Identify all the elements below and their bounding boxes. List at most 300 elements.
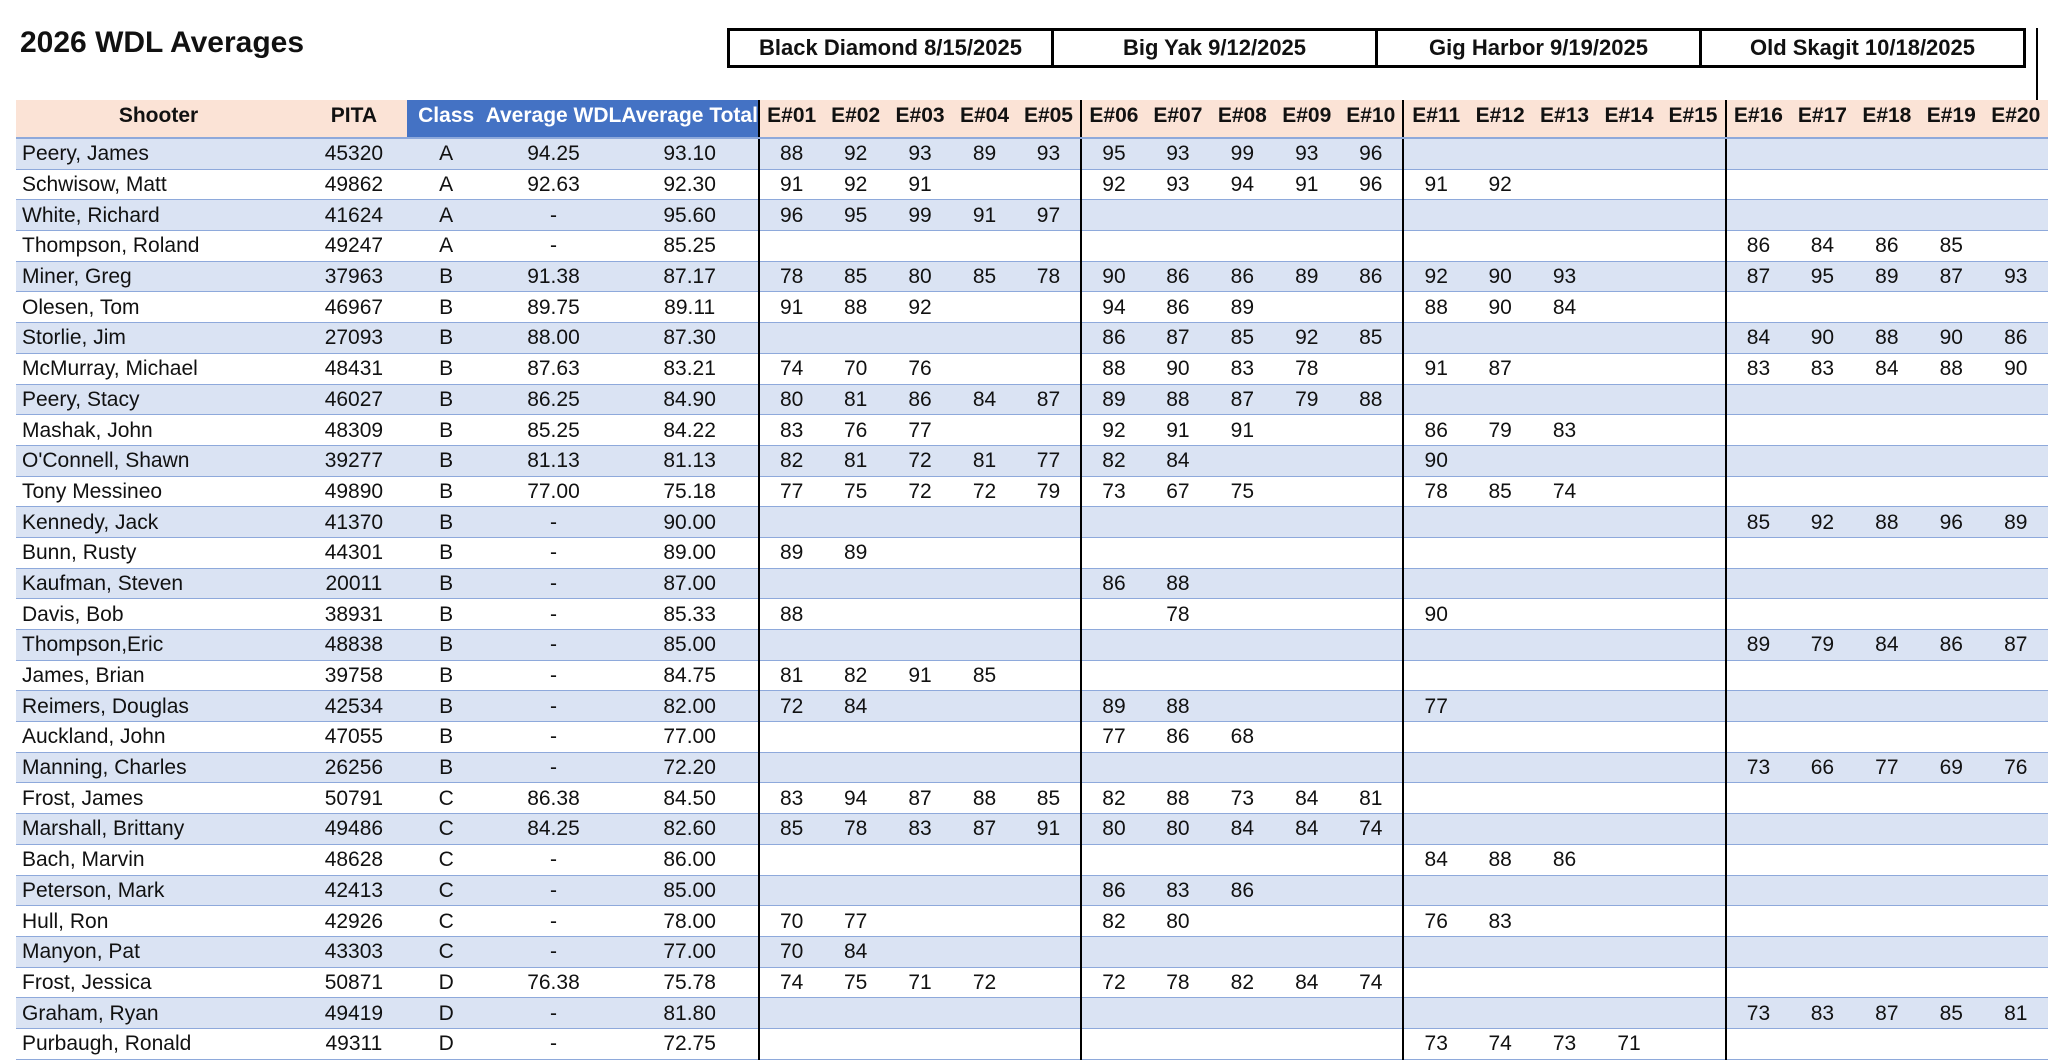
cell-score[interactable]: 70 xyxy=(759,906,823,937)
cell-score[interactable]: 94 xyxy=(1210,169,1274,200)
cell-score[interactable] xyxy=(888,906,952,937)
col-header-average-wdl[interactable]: Average WDL xyxy=(486,100,622,138)
cell-score[interactable]: 77 xyxy=(759,476,823,507)
cell-score[interactable] xyxy=(1790,906,1854,937)
cell-score[interactable] xyxy=(1726,691,1790,722)
cell-score[interactable] xyxy=(759,630,823,661)
cell-score[interactable] xyxy=(1081,599,1145,630)
cell-score[interactable] xyxy=(823,722,887,753)
col-header-event[interactable]: E#14 xyxy=(1597,100,1661,138)
cell-class[interactable]: C xyxy=(407,844,486,875)
cell-score[interactable] xyxy=(1661,936,1725,967)
cell-score[interactable]: 85 xyxy=(1468,476,1532,507)
cell-score[interactable] xyxy=(1855,967,1919,998)
col-header-event[interactable]: E#06 xyxy=(1081,100,1145,138)
cell-score[interactable] xyxy=(1403,814,1467,845)
cell-score[interactable] xyxy=(1919,200,1983,231)
cell-score[interactable] xyxy=(1017,323,1081,354)
cell-score[interactable] xyxy=(1919,722,1983,753)
cell-score[interactable] xyxy=(1532,537,1596,568)
cell-score[interactable]: 80 xyxy=(888,261,952,292)
cell-score[interactable] xyxy=(1919,936,1983,967)
cell-score[interactable] xyxy=(1597,323,1661,354)
cell-score[interactable] xyxy=(1403,967,1467,998)
cell-score[interactable]: 96 xyxy=(1919,507,1983,538)
cell-score[interactable] xyxy=(1790,384,1854,415)
cell-score[interactable] xyxy=(1855,445,1919,476)
cell-class[interactable]: A xyxy=(407,169,486,200)
cell-score[interactable] xyxy=(759,231,823,262)
cell-score[interactable]: 89 xyxy=(823,537,887,568)
cell-class[interactable]: B xyxy=(407,261,486,292)
cell-score[interactable]: 84 xyxy=(823,691,887,722)
cell-score[interactable] xyxy=(1339,630,1403,661)
cell-score[interactable] xyxy=(1468,722,1532,753)
cell-score[interactable] xyxy=(1984,476,2048,507)
cell-score[interactable] xyxy=(1790,691,1854,722)
cell-score[interactable] xyxy=(1597,660,1661,691)
cell-score[interactable]: 85 xyxy=(1017,783,1081,814)
cell-score[interactable]: 88 xyxy=(1146,783,1210,814)
cell-score[interactable] xyxy=(1532,998,1596,1029)
cell-score[interactable] xyxy=(1275,231,1339,262)
cell-score[interactable] xyxy=(1919,415,1983,446)
cell-score[interactable]: 86 xyxy=(1081,323,1145,354)
cell-score[interactable] xyxy=(1661,660,1725,691)
col-header-shooter[interactable]: Shooter xyxy=(16,100,301,138)
cell-score[interactable]: 71 xyxy=(888,967,952,998)
cell-score[interactable] xyxy=(888,752,952,783)
cell-class[interactable]: B xyxy=(407,476,486,507)
cell-score[interactable] xyxy=(1403,783,1467,814)
cell-average-total[interactable]: 72.75 xyxy=(621,1028,759,1059)
cell-score[interactable] xyxy=(1339,752,1403,783)
cell-score[interactable] xyxy=(1790,200,1854,231)
cell-average-wdl[interactable]: 87.63 xyxy=(486,353,622,384)
cell-score[interactable]: 81 xyxy=(823,384,887,415)
cell-pita[interactable]: 39277 xyxy=(301,445,407,476)
cell-pita[interactable]: 37963 xyxy=(301,261,407,292)
cell-score[interactable] xyxy=(1597,169,1661,200)
cell-average-wdl[interactable]: - xyxy=(486,630,622,661)
cell-score[interactable] xyxy=(1532,722,1596,753)
cell-score[interactable] xyxy=(1984,660,2048,691)
cell-class[interactable]: B xyxy=(407,415,486,446)
cell-score[interactable] xyxy=(1532,353,1596,384)
cell-score[interactable]: 91 xyxy=(1275,169,1339,200)
cell-score[interactable] xyxy=(1855,783,1919,814)
cell-shooter[interactable]: Purbaugh, Ronald xyxy=(16,1028,301,1059)
cell-score[interactable] xyxy=(1855,169,1919,200)
cell-average-wdl[interactable]: 76.38 xyxy=(486,967,622,998)
cell-class[interactable]: B xyxy=(407,323,486,354)
cell-score[interactable]: 84 xyxy=(952,384,1016,415)
cell-score[interactable]: 89 xyxy=(1081,691,1145,722)
cell-score[interactable]: 80 xyxy=(759,384,823,415)
cell-score[interactable]: 84 xyxy=(1275,814,1339,845)
cell-score[interactable] xyxy=(759,875,823,906)
cell-score[interactable] xyxy=(1275,936,1339,967)
cell-score[interactable] xyxy=(1790,783,1854,814)
cell-score[interactable] xyxy=(1017,752,1081,783)
cell-score[interactable]: 86 xyxy=(1339,261,1403,292)
cell-score[interactable] xyxy=(1597,814,1661,845)
cell-score[interactable]: 84 xyxy=(1790,231,1854,262)
cell-score[interactable] xyxy=(1532,200,1596,231)
cell-score[interactable] xyxy=(1661,292,1725,323)
cell-score[interactable] xyxy=(952,691,1016,722)
cell-class[interactable]: D xyxy=(407,967,486,998)
cell-score[interactable]: 96 xyxy=(1339,138,1403,169)
cell-score[interactable] xyxy=(952,844,1016,875)
cell-score[interactable] xyxy=(888,844,952,875)
cell-average-wdl[interactable]: - xyxy=(486,1028,622,1059)
cell-score[interactable] xyxy=(1532,384,1596,415)
cell-score[interactable] xyxy=(1017,353,1081,384)
cell-score[interactable] xyxy=(1081,507,1145,538)
cell-shooter[interactable]: Hull, Ron xyxy=(16,906,301,937)
cell-score[interactable] xyxy=(1468,998,1532,1029)
cell-score[interactable] xyxy=(1597,630,1661,661)
cell-score[interactable] xyxy=(1597,568,1661,599)
cell-score[interactable] xyxy=(1855,415,1919,446)
cell-score[interactable] xyxy=(1275,415,1339,446)
cell-score[interactable] xyxy=(1661,844,1725,875)
cell-score[interactable] xyxy=(1726,875,1790,906)
cell-shooter[interactable]: Schwisow, Matt xyxy=(16,169,301,200)
cell-score[interactable]: 95 xyxy=(1790,261,1854,292)
cell-shooter[interactable]: Thompson, Roland xyxy=(16,231,301,262)
cell-score[interactable] xyxy=(1790,476,1854,507)
cell-score[interactable]: 88 xyxy=(759,599,823,630)
col-header-event[interactable]: E#15 xyxy=(1661,100,1725,138)
cell-score[interactable]: 92 xyxy=(1468,169,1532,200)
cell-score[interactable] xyxy=(1661,998,1725,1029)
cell-score[interactable]: 88 xyxy=(1855,507,1919,538)
cell-score[interactable] xyxy=(952,599,1016,630)
cell-score[interactable] xyxy=(1403,752,1467,783)
cell-score[interactable]: 92 xyxy=(1081,169,1145,200)
cell-pita[interactable]: 44301 xyxy=(301,537,407,568)
cell-score[interactable]: 81 xyxy=(952,445,1016,476)
cell-score[interactable] xyxy=(952,936,1016,967)
cell-class[interactable]: A xyxy=(407,231,486,262)
cell-score[interactable] xyxy=(1790,814,1854,845)
cell-score[interactable]: 87 xyxy=(1919,261,1983,292)
cell-average-total[interactable]: 86.00 xyxy=(621,844,759,875)
cell-score[interactable] xyxy=(1661,384,1725,415)
cell-score[interactable] xyxy=(1661,599,1725,630)
cell-score[interactable]: 80 xyxy=(1081,814,1145,845)
cell-score[interactable] xyxy=(1210,200,1274,231)
cell-shooter[interactable]: Marshall, Brittany xyxy=(16,814,301,845)
cell-score[interactable]: 82 xyxy=(759,445,823,476)
cell-score[interactable]: 79 xyxy=(1275,384,1339,415)
cell-class[interactable]: C xyxy=(407,906,486,937)
cell-score[interactable]: 89 xyxy=(1081,384,1145,415)
cell-score[interactable] xyxy=(1017,292,1081,323)
col-header-event[interactable]: E#07 xyxy=(1146,100,1210,138)
cell-score[interactable]: 78 xyxy=(823,814,887,845)
cell-score[interactable] xyxy=(1210,998,1274,1029)
cell-score[interactable] xyxy=(1532,138,1596,169)
cell-class[interactable]: C xyxy=(407,936,486,967)
cell-score[interactable] xyxy=(1146,231,1210,262)
cell-average-total[interactable]: 84.75 xyxy=(621,660,759,691)
cell-score[interactable] xyxy=(1855,691,1919,722)
cell-score[interactable] xyxy=(1403,323,1467,354)
cell-score[interactable]: 88 xyxy=(952,783,1016,814)
cell-score[interactable] xyxy=(1790,967,1854,998)
cell-score[interactable] xyxy=(952,630,1016,661)
cell-score[interactable] xyxy=(1984,292,2048,323)
cell-average-wdl[interactable]: - xyxy=(486,231,622,262)
cell-score[interactable] xyxy=(888,507,952,538)
cell-score[interactable] xyxy=(1855,722,1919,753)
cell-score[interactable] xyxy=(1210,568,1274,599)
cell-score[interactable] xyxy=(1468,936,1532,967)
cell-score[interactable] xyxy=(1275,200,1339,231)
cell-score[interactable] xyxy=(1081,998,1145,1029)
cell-score[interactable] xyxy=(1403,630,1467,661)
col-header-event[interactable]: E#12 xyxy=(1468,100,1532,138)
cell-score[interactable] xyxy=(1790,169,1854,200)
cell-score[interactable]: 97 xyxy=(1017,200,1081,231)
cell-score[interactable] xyxy=(1597,844,1661,875)
cell-score[interactable]: 77 xyxy=(1081,722,1145,753)
cell-score[interactable] xyxy=(1984,415,2048,446)
cell-average-wdl[interactable]: - xyxy=(486,568,622,599)
cell-score[interactable] xyxy=(1597,261,1661,292)
cell-average-wdl[interactable]: 91.38 xyxy=(486,261,622,292)
cell-score[interactable]: 84 xyxy=(823,936,887,967)
cell-score[interactable] xyxy=(1210,906,1274,937)
cell-score[interactable]: 71 xyxy=(1597,1028,1661,1059)
cell-score[interactable]: 75 xyxy=(823,476,887,507)
cell-score[interactable]: 74 xyxy=(1468,1028,1532,1059)
cell-score[interactable] xyxy=(1532,814,1596,845)
cell-score[interactable] xyxy=(1984,722,2048,753)
cell-score[interactable]: 72 xyxy=(1081,967,1145,998)
cell-pita[interactable]: 49419 xyxy=(301,998,407,1029)
cell-average-total[interactable]: 82.00 xyxy=(621,691,759,722)
cell-score[interactable] xyxy=(823,323,887,354)
cell-score[interactable] xyxy=(1919,844,1983,875)
col-header-event[interactable]: E#10 xyxy=(1339,100,1403,138)
cell-average-wdl[interactable]: 94.25 xyxy=(486,138,622,169)
col-header-event[interactable]: E#13 xyxy=(1532,100,1596,138)
cell-average-total[interactable]: 87.17 xyxy=(621,261,759,292)
cell-class[interactable]: B xyxy=(407,691,486,722)
cell-score[interactable] xyxy=(1919,537,1983,568)
cell-score[interactable] xyxy=(1661,261,1725,292)
cell-score[interactable] xyxy=(1597,537,1661,568)
cell-score[interactable] xyxy=(952,722,1016,753)
cell-score[interactable] xyxy=(1855,384,1919,415)
cell-shooter[interactable]: Peery, Stacy xyxy=(16,384,301,415)
cell-score[interactable] xyxy=(1081,630,1145,661)
cell-average-total[interactable]: 83.21 xyxy=(621,353,759,384)
cell-shooter[interactable]: McMurray, Michael xyxy=(16,353,301,384)
cell-score[interactable] xyxy=(1017,691,1081,722)
cell-score[interactable]: 83 xyxy=(1210,353,1274,384)
cell-score[interactable]: 92 xyxy=(823,169,887,200)
cell-score[interactable] xyxy=(1339,231,1403,262)
cell-score[interactable] xyxy=(1081,752,1145,783)
cell-score[interactable] xyxy=(1597,476,1661,507)
cell-class[interactable]: B xyxy=(407,445,486,476)
cell-score[interactable] xyxy=(1984,783,2048,814)
cell-score[interactable] xyxy=(1597,445,1661,476)
cell-score[interactable] xyxy=(823,231,887,262)
cell-score[interactable] xyxy=(1726,200,1790,231)
col-header-event[interactable]: E#17 xyxy=(1790,100,1854,138)
cell-score[interactable] xyxy=(1339,292,1403,323)
cell-score[interactable]: 90 xyxy=(1919,323,1983,354)
cell-score[interactable] xyxy=(823,752,887,783)
cell-score[interactable]: 78 xyxy=(1146,599,1210,630)
cell-score[interactable] xyxy=(759,507,823,538)
cell-average-wdl[interactable]: - xyxy=(486,752,622,783)
cell-average-wdl[interactable]: 77.00 xyxy=(486,476,622,507)
cell-score[interactable]: 83 xyxy=(1790,998,1854,1029)
cell-score[interactable] xyxy=(1726,814,1790,845)
cell-score[interactable]: 76 xyxy=(888,353,952,384)
cell-score[interactable] xyxy=(1790,599,1854,630)
cell-score[interactable] xyxy=(1726,722,1790,753)
cell-score[interactable] xyxy=(1210,660,1274,691)
cell-score[interactable]: 88 xyxy=(1919,353,1983,384)
cell-class[interactable]: B xyxy=(407,353,486,384)
cell-score[interactable]: 91 xyxy=(759,292,823,323)
cell-average-wdl[interactable]: 84.25 xyxy=(486,814,622,845)
cell-class[interactable]: D xyxy=(407,998,486,1029)
cell-score[interactable]: 86 xyxy=(888,384,952,415)
cell-score[interactable] xyxy=(1984,200,2048,231)
col-header-event[interactable]: E#03 xyxy=(888,100,952,138)
cell-score[interactable] xyxy=(1210,599,1274,630)
cell-pita[interactable]: 41624 xyxy=(301,200,407,231)
cell-average-total[interactable]: 84.22 xyxy=(621,415,759,446)
cell-score[interactable]: 84 xyxy=(1403,844,1467,875)
cell-score[interactable]: 76 xyxy=(823,415,887,446)
cell-score[interactable] xyxy=(1275,906,1339,937)
cell-score[interactable] xyxy=(1726,936,1790,967)
cell-score[interactable] xyxy=(1468,200,1532,231)
cell-score[interactable] xyxy=(1984,568,2048,599)
cell-average-wdl[interactable]: - xyxy=(486,722,622,753)
cell-score[interactable] xyxy=(952,353,1016,384)
cell-score[interactable] xyxy=(1017,415,1081,446)
cell-score[interactable] xyxy=(1146,630,1210,661)
cell-pita[interactable]: 43303 xyxy=(301,936,407,967)
cell-score[interactable]: 72 xyxy=(759,691,823,722)
cell-average-wdl[interactable]: - xyxy=(486,906,622,937)
cell-score[interactable]: 93 xyxy=(1146,138,1210,169)
cell-score[interactable]: 89 xyxy=(1210,292,1274,323)
cell-score[interactable]: 92 xyxy=(1403,261,1467,292)
cell-score[interactable]: 90 xyxy=(1403,599,1467,630)
cell-score[interactable] xyxy=(1597,691,1661,722)
cell-score[interactable] xyxy=(1146,844,1210,875)
cell-pita[interactable]: 42926 xyxy=(301,906,407,937)
cell-score[interactable] xyxy=(1532,630,1596,661)
cell-score[interactable] xyxy=(1017,599,1081,630)
cell-score[interactable] xyxy=(1275,599,1339,630)
cell-score[interactable] xyxy=(1339,568,1403,599)
cell-score[interactable] xyxy=(1146,936,1210,967)
cell-score[interactable] xyxy=(1468,231,1532,262)
cell-class[interactable]: B xyxy=(407,537,486,568)
cell-score[interactable] xyxy=(1017,906,1081,937)
cell-score[interactable] xyxy=(1597,783,1661,814)
cell-score[interactable] xyxy=(1532,752,1596,783)
cell-class[interactable]: B xyxy=(407,722,486,753)
cell-score[interactable] xyxy=(1790,292,1854,323)
cell-score[interactable] xyxy=(1984,906,2048,937)
cell-score[interactable] xyxy=(1468,599,1532,630)
cell-score[interactable] xyxy=(1597,875,1661,906)
cell-score[interactable]: 85 xyxy=(1919,231,1983,262)
cell-score[interactable]: 99 xyxy=(888,200,952,231)
cell-score[interactable]: 88 xyxy=(1855,323,1919,354)
cell-score[interactable]: 87 xyxy=(1146,323,1210,354)
cell-average-total[interactable]: 75.18 xyxy=(621,476,759,507)
cell-score[interactable]: 81 xyxy=(823,445,887,476)
cell-score[interactable] xyxy=(1275,537,1339,568)
cell-score[interactable]: 90 xyxy=(1790,323,1854,354)
cell-score[interactable] xyxy=(1597,353,1661,384)
cell-score[interactable]: 85 xyxy=(1210,323,1274,354)
cell-score[interactable] xyxy=(759,752,823,783)
cell-average-total[interactable]: 78.00 xyxy=(621,906,759,937)
cell-score[interactable] xyxy=(1210,752,1274,783)
cell-score[interactable] xyxy=(1017,231,1081,262)
cell-score[interactable] xyxy=(1790,415,1854,446)
cell-score[interactable] xyxy=(1532,906,1596,937)
cell-score[interactable]: 86 xyxy=(1726,231,1790,262)
cell-score[interactable] xyxy=(1855,200,1919,231)
cell-score[interactable] xyxy=(1403,875,1467,906)
cell-score[interactable] xyxy=(1984,138,2048,169)
cell-score[interactable] xyxy=(823,998,887,1029)
cell-score[interactable] xyxy=(1855,476,1919,507)
cell-score[interactable] xyxy=(1597,936,1661,967)
cell-score[interactable] xyxy=(759,323,823,354)
cell-score[interactable] xyxy=(1403,722,1467,753)
cell-score[interactable] xyxy=(888,599,952,630)
cell-score[interactable]: 91 xyxy=(952,200,1016,231)
cell-score[interactable] xyxy=(1339,507,1403,538)
cell-score[interactable] xyxy=(1919,875,1983,906)
cell-score[interactable] xyxy=(1532,169,1596,200)
cell-score[interactable]: 81 xyxy=(1984,998,2048,1029)
cell-score[interactable]: 91 xyxy=(1403,353,1467,384)
cell-score[interactable]: 74 xyxy=(1339,967,1403,998)
cell-pita[interactable]: 48628 xyxy=(301,844,407,875)
cell-score[interactable] xyxy=(1790,537,1854,568)
cell-score[interactable] xyxy=(1919,292,1983,323)
col-header-event[interactable]: E#19 xyxy=(1919,100,1983,138)
cell-score[interactable] xyxy=(1403,231,1467,262)
cell-score[interactable]: 68 xyxy=(1210,722,1274,753)
cell-average-wdl[interactable]: 81.13 xyxy=(486,445,622,476)
cell-score[interactable]: 86 xyxy=(1403,415,1467,446)
cell-average-total[interactable]: 75.78 xyxy=(621,967,759,998)
cell-score[interactable]: 78 xyxy=(759,261,823,292)
cell-score[interactable] xyxy=(1661,814,1725,845)
cell-score[interactable]: 83 xyxy=(759,783,823,814)
